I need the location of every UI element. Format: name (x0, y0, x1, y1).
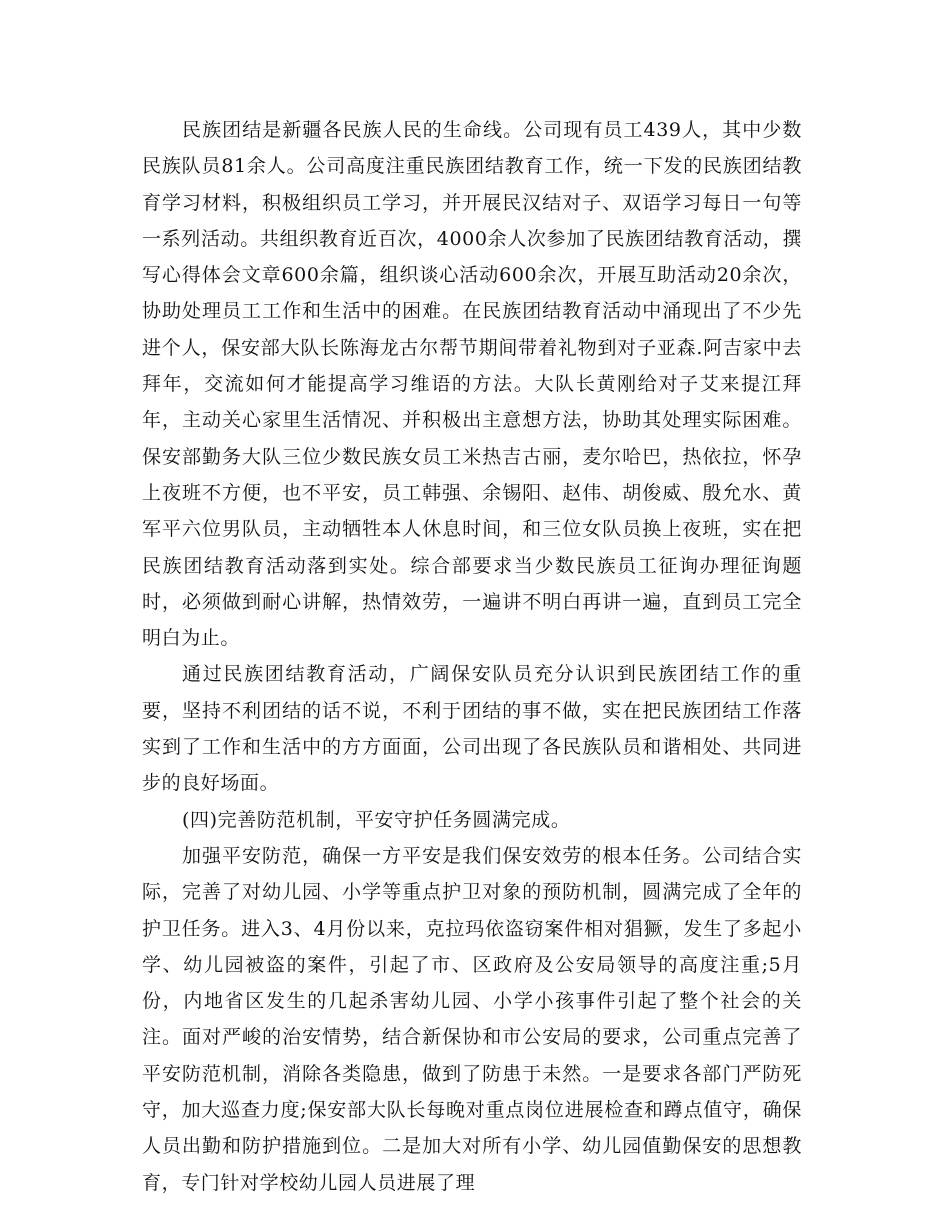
paragraph-unity-outcome: 通过民族团结教育活动，广阔保安队员充分认识到民族团结工作的重要，坚持不利团结的话不说，不利于团结的事不做，实在把民族团结工作落实到了工作和生活中的方方面面，公司出现了各民族队员和谐相处、共同进步的良好场面。 (142, 663, 802, 795)
section-heading: (四)完善防范机制，平安守护任务圆满完成。 (182, 808, 571, 831)
document-body (142, 112, 802, 1201)
paragraph-safety-prevention: 加强平安防范，确保一方平安是我们保安效劳的根本任务。公司结合实际，完善了对幼儿园、小学等重点护卫对象的预防机制，圆满完成了全年的护卫任务。进入3、4月份以来，克拉玛依盗窃案件相对猖獗，发生了多起小学、幼儿园被盗的案件，引起了市、区政府及公安局领导的高度注重;5月份，内地省区发生的几起杀害幼儿园、小学小孩事件引起了整个社会的关注。面对严峻的治安情势，结合新保协和市公安局的要求，公司重点完善了平安防范机制，消除各类隐患，做到了防患于未然。一是要求各部门严防死守，加大巡查力度;保安部大队长每晚对重点岗位进展检查和蹲点值守，确保人员出勤和防护措施到位。二是加大对所有小学、幼儿园值勤保安的思想教育，专门针对学校幼儿园人员进展了理 (142, 844, 802, 1194)
paragraph-ethnic-unity: 民族团结是新疆各民族人民的生命线。公司现有员工439人，其中少数民族队员81余人。公司高度注重民族团结教育工作，统一下发的民族团结教育学习材料，积极组织员工学习，并开展民汉结对子、双语学习每日一句等一系列活动。共组织教育近百次，4000余人次参加了民族团结教育活动，撰写心得体会文章600余篇，组织谈心活动600余次，开展互助活动20余次，协助处理员工工作和生活中的困难。在民族团结教育活动中涌现出了不少先进个人，保安部大队长陈海龙古尔帮节期间带着礼物到对子亚森.阿吉家中去拜年，交流如何才能提高学习维语的方法。大队长黄刚给对子艾来提江拜年，主动关心家里生活情况、并积极出主意想方法，协助其处理实际困难。保安部勤务大队三位少数民族女员工米热吉古丽，麦尔哈巴，热依拉，怀孕上夜班不方便，也不平安，员工韩强、余锡阳、赵伟、胡俊威、殷允水、黄军平六位男队员，主动牺牲本人休息时间，和三位女队员换上夜班，实在把民族团结教育活动落到实处。综合部要求当少数民族员工征询办理征询题时，必须做到耐心讲解，热情效劳，一遍讲不明白再讲一遍，直到员工完全明白为止。 (142, 119, 802, 650)
